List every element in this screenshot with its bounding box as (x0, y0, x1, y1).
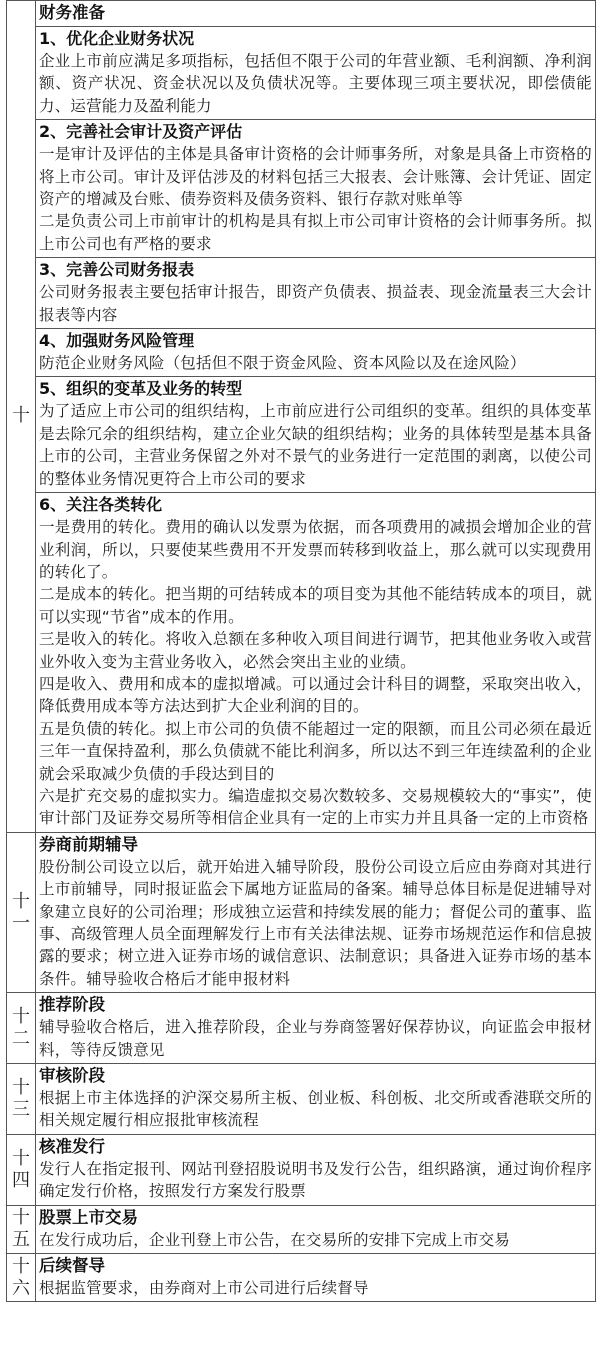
row-number-text: 十 六 (12, 1255, 30, 1299)
row-number-text: 十 一 (12, 890, 30, 934)
section-title: 审核阶段 (39, 1066, 105, 1086)
subsection (36, 376, 595, 492)
paragraph: 一是审计及评估的主体是具备审计资格的会计师事务所，对象是具备上市资格的将上市公司。审计及评估涉及的材料包括三大报表、会计账簿、会计凭证、固定资产的增减及台账、债券资料及债务资料、银行存款对账单等 (39, 145, 592, 209)
subsection-title: 2、完善社会审计及资产评估 (39, 122, 243, 142)
paragraph: 根据上市主体选择的沪深交易所主板、创业板、科创板、北交所或香港联交所的相关规定履行相应报批审核流程 (39, 1089, 592, 1130)
row-number-text: 十 五 (12, 1207, 30, 1251)
row-content (36, 1205, 596, 1253)
row-content (36, 1064, 596, 1135)
row-number (7, 1134, 36, 1205)
section-title: 券商前期辅导 (39, 834, 138, 854)
row-number (7, 1254, 36, 1302)
row-content (36, 832, 596, 992)
section-title: 后续督导 (39, 1256, 105, 1276)
paragraph: 一是费用的转化。费用的确认以发票为依据，而各项费用的减损会增加企业的营业利润，所以，只要使某些费用不开发票而转移到收益上，那么就可以实现费用的转化了。 (39, 518, 592, 581)
subsection-title: 4、加强财务风险管理 (39, 331, 195, 351)
subsection (36, 257, 595, 328)
process-table-container (6, 0, 596, 1302)
table-row (7, 1, 596, 833)
row-number-text: 十 (12, 405, 30, 427)
row-number-text: 十 四 (12, 1147, 30, 1191)
subsection-title: 5、组织的变革及业务的转型 (39, 379, 243, 399)
subsection-title: 6、关注各类转化 (39, 495, 163, 515)
paragraph: 企业上市前应满足多项指标，包括但不限于公司的年营业额、毛利润额、净利润额、资产状况、资金状况以及负债状况等。主要体现三项主要状况，即偿债能力、运营能力及盈利能力 (39, 52, 592, 115)
ipo-process-table (6, 0, 596, 1302)
row-number (7, 1205, 36, 1253)
paragraph: 五是负债的转化。拟上市公司的负债不能超过一定的限额，而且公司必须在最近三年一直保持盈利，那么负债就不能比利润多，所以达不到三年连续盈利的企业就会采取减少负债的手段达到目的 (39, 719, 592, 783)
paragraph: 二是成本的转化。把当期的可结转成本的项目变为其他不能结转成本的项目，就可以实现“节省”成本的作用。 (39, 585, 592, 626)
subsection (36, 492, 595, 832)
paragraph: 二是负责公司上市前审计的机构是具有拟上市公司审计资格的会计师事务所。拟上市公司也有严格的要求 (39, 212, 592, 253)
paragraph: 股份制公司设立以后，就开始进入辅导阶段，股份公司设立后应由券商对其进行上市前辅导，同时报证监会下属地方证监局的备案。辅导总体目标是促进辅导对象建立良好的公司治理；形成独立运营和持续发展的能力；督促公司的董事、监事、高级管理人员全面理解发行上市有关法律法规、证券市场规范运作和信息披露的要求；树立进入证券市场的诚信意识、法制意识；具备进入证券市场的基本条件。辅导验收合格后才能申报材料 (39, 857, 592, 988)
section-title: 推荐阶段 (39, 995, 105, 1015)
subsection-title: 3、完善公司财务报表 (39, 260, 195, 280)
paragraph: 防范企业财务风险（包括但不限于资金风险、资本风险以及在途风险） (39, 354, 526, 373)
paragraph: 根据监管要求，由券商对上市公司进行后续督导 (39, 1279, 369, 1298)
paragraph: 发行人在指定报刊、网站刊登招股说明书及发行公告，组织路演，通过询价程序确定发行价格，按照发行方案发行股票 (39, 1159, 592, 1201)
table-row (7, 993, 596, 1064)
section-title-block (36, 1, 595, 26)
row-content (36, 993, 596, 1064)
section-title: 财务准备 (39, 3, 105, 22)
subsection (36, 119, 595, 257)
section-block (36, 833, 595, 992)
paragraph: 公司财务报表主要包括审计报告，即资产负债表、损益表、现金流量表三大会计报表等内容 (39, 283, 592, 324)
paragraph: 在发行成功后，企业刊登上市公告，在交易所的安排下完成上市交易 (39, 1230, 511, 1249)
section-block (36, 993, 595, 1063)
row-number (7, 993, 36, 1064)
section-block (36, 1064, 595, 1134)
section-block (36, 1254, 595, 1301)
paragraph: 为了适应上市公司的组织结构，上市前应进行公司组织的变革。组织的具体变革是去除冗余的组织结构，建立企业欠缺的组织结构；业务的具体转型是基本具备上市的公司，主营业务保留之外对不景气的业务进行一定范围的剥离，以使公司的整体业务情况更符合上市公司的要求 (39, 402, 592, 488)
section-title: 股票上市交易 (39, 1207, 138, 1227)
row-content (36, 1, 596, 833)
table-row (7, 1134, 596, 1205)
row-number (7, 1064, 36, 1135)
table-row (7, 1064, 596, 1135)
table-row (7, 1205, 596, 1253)
paragraph: 辅导验收合格后，进入推荐阶段，企业与券商签署好保荐协议，向证监会申报材料，等待反馈意见 (39, 1018, 592, 1059)
row-content (36, 1254, 596, 1302)
table-row (7, 1254, 596, 1302)
row-number-text: 十 三 (12, 1076, 30, 1120)
paragraph: 三是收入的转化。将收入总额在多种收入项目间进行调节，把其他业务收入或营业外收入变为主营业务收入，必然会突出主业的业绩。 (39, 630, 592, 671)
row-number (7, 832, 36, 992)
row-number (7, 1, 36, 833)
section-block (36, 1206, 595, 1253)
section-title: 核准发行 (39, 1136, 105, 1156)
paragraph: 四是收入、费用和成本的虚拟增减。可以通过会计科目的调整，采取突出收入，降低费用成本等方法达到扩大企业利润的目的。 (39, 674, 592, 716)
section-block (36, 1135, 595, 1205)
row-content (36, 1134, 596, 1205)
subsection (36, 26, 595, 119)
subsection (36, 328, 595, 376)
row-number-text: 十 二 (12, 1006, 30, 1050)
subsection-title: 1、优化企业财务状况 (39, 29, 195, 48)
paragraph: 六是扩充交易的虚拟实力。编造虚拟交易次数较多、交易规模较大的“事实”，使审计部门及证券交易所等相信企业具有一定的上市实力并且具备一定的上市资格 (39, 786, 592, 828)
table-row (7, 832, 596, 992)
